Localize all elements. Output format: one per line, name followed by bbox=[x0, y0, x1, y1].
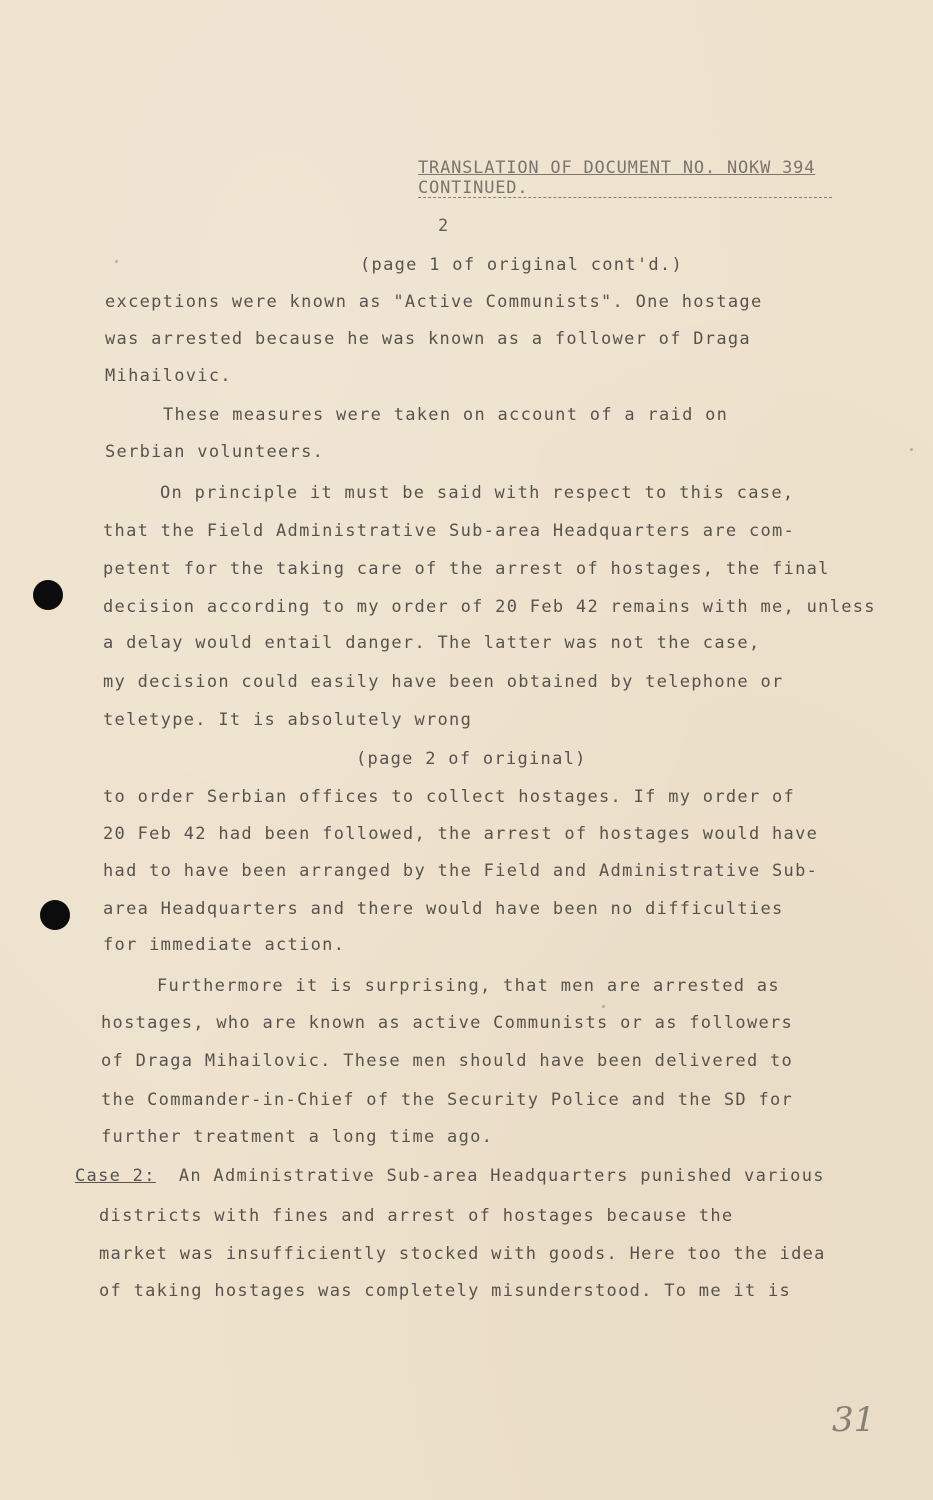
case-label: Case 2: bbox=[75, 1166, 156, 1186]
text-line: exceptions were known as "Active Communists". One hostage bbox=[105, 292, 763, 312]
text-line: market was insufficiently stocked with goods. Here too the idea bbox=[99, 1244, 826, 1264]
page-number: 2 bbox=[438, 216, 449, 236]
text-line: These measures were taken on account of a raid on bbox=[163, 405, 729, 425]
header-rule bbox=[418, 197, 832, 198]
handwritten-page-number: 31 bbox=[832, 1400, 876, 1440]
header-title: TRANSLATION OF DOCUMENT NO. NOKW 394 bbox=[418, 158, 816, 178]
text-line: of Draga Mihailovic. These men should have been delivered to bbox=[101, 1051, 794, 1071]
document-header bbox=[418, 158, 815, 198]
text-line: area Headquarters and there would have been no difficulties bbox=[103, 899, 784, 919]
text-line: was arrested because he was known as a follower of Draga bbox=[105, 329, 751, 349]
paper-speck bbox=[910, 448, 913, 451]
text-line: Serbian volunteers. bbox=[105, 442, 325, 462]
text-line: teletype. It is absolutely wrong bbox=[103, 710, 473, 730]
text-line: An Administrative Sub-area Headquarters punished various bbox=[178, 1166, 825, 1186]
text-line: 20 Feb 42 had been followed, the arrest of hostages would have bbox=[103, 824, 819, 844]
punch-hole bbox=[40, 900, 70, 930]
text-line: petent for the taking care of the arrest of hostages, the final bbox=[103, 559, 830, 579]
text-line: to order Serbian offices to collect hostages. If my order of bbox=[103, 787, 796, 807]
case-2-line bbox=[75, 1165, 825, 1187]
text-line: hostages, who are known as active Communists or as followers bbox=[101, 1013, 794, 1033]
text-line: the Commander-in-Chief of the Security Police and the SD for bbox=[101, 1090, 794, 1110]
text-line: of taking hostages was completely misunderstood. To me it is bbox=[99, 1281, 792, 1301]
text-line: On principle it must be said with respect to this case, bbox=[160, 483, 795, 503]
page-reference: (page 1 of original cont'd.) bbox=[360, 255, 683, 275]
text-line: further treatment a long time ago. bbox=[101, 1127, 494, 1147]
punch-hole bbox=[33, 580, 63, 610]
text-line: Furthermore it is surprising, that men are arrested as bbox=[157, 976, 780, 996]
text-line: Mihailovic. bbox=[105, 366, 232, 386]
header-subtitle: CONTINUED. bbox=[418, 178, 529, 198]
text-line: districts with fines and arrest of hostages because the bbox=[99, 1206, 734, 1226]
text-line: decision according to my order of 20 Feb 42 remains with me, unless bbox=[103, 597, 876, 617]
paper-speck bbox=[115, 260, 118, 263]
text-line: my decision could easily have been obtained by telephone or bbox=[103, 672, 784, 692]
paper-speck bbox=[602, 1005, 605, 1008]
page-reference: (page 2 of original) bbox=[356, 749, 587, 769]
text-line: had to have been arranged by the Field and Administrative Sub- bbox=[103, 861, 819, 881]
text-line: that the Field Administrative Sub-area Headquarters are com- bbox=[103, 521, 796, 541]
text-line: a delay would entail danger. The latter was not the case, bbox=[103, 633, 761, 653]
text-line: for immediate action. bbox=[103, 935, 346, 955]
